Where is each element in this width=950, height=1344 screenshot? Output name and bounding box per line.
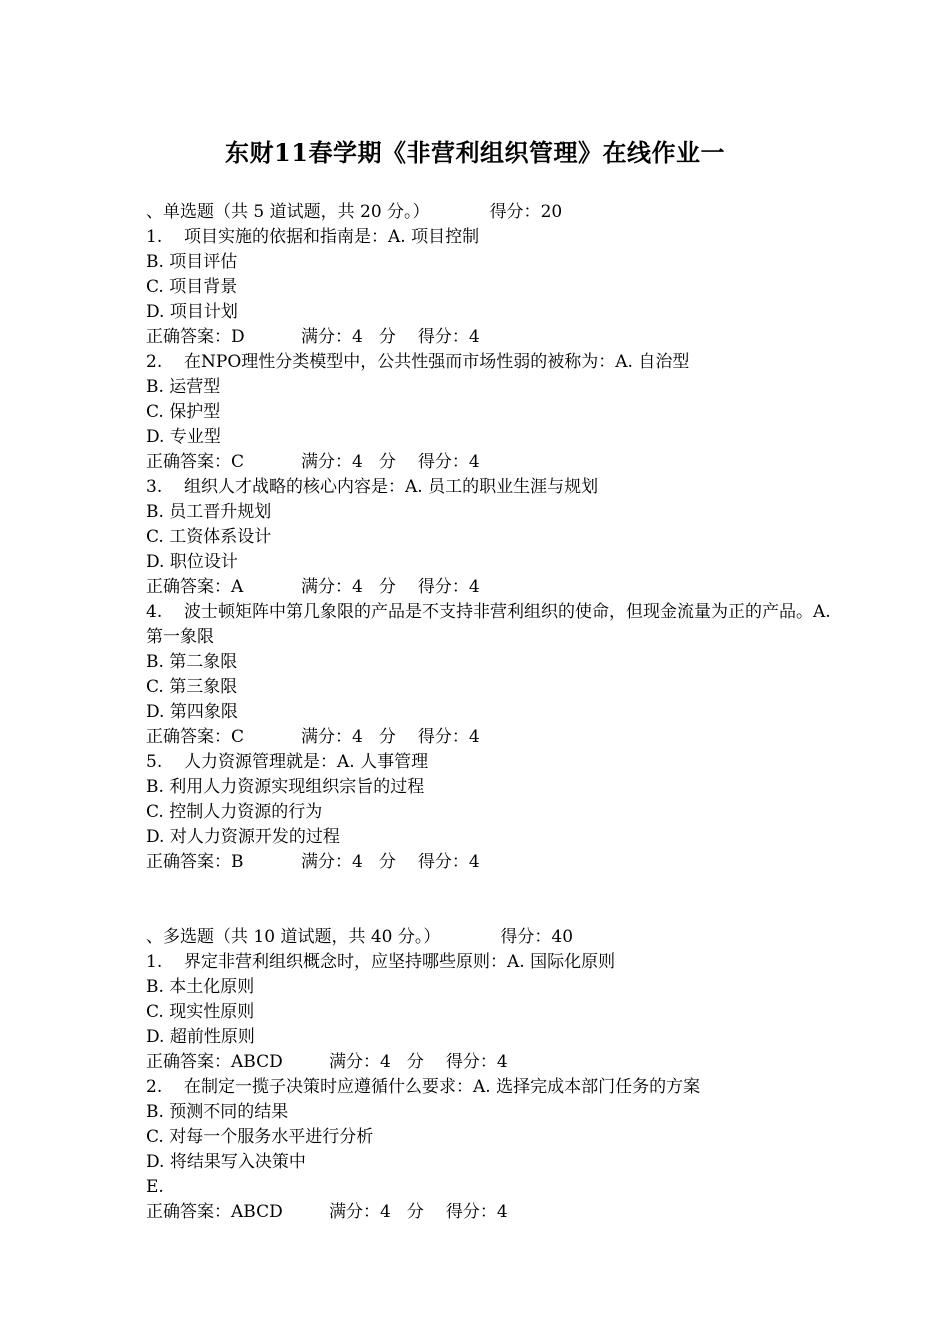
option-c: C. 对每一个服务水平进行分析	[146, 1127, 374, 1147]
option-d: D. 职位设计	[146, 552, 238, 572]
option-c: C. 现实性原则	[146, 1002, 255, 1022]
section-header-text: 、单选题（共 5 道试题，共 20 分。）	[146, 202, 430, 222]
got-score-label: 得分：	[417, 727, 469, 747]
section-score: 40	[551, 927, 574, 947]
question-text: 项目实施的依据和指南是：	[184, 227, 388, 247]
correct-answer-label: 正确答案：	[146, 1052, 231, 1072]
score-unit: 分	[378, 327, 396, 347]
full-score-label: 满分：	[301, 452, 352, 472]
option-d: D. 第四象限	[146, 702, 238, 722]
option-e: E.	[146, 1177, 164, 1197]
score-unit: 分	[378, 577, 396, 597]
question-stem	[146, 950, 836, 975]
correct-answer: B	[231, 852, 244, 872]
full-score: 4	[380, 1052, 391, 1072]
full-score-label: 满分：	[301, 327, 352, 347]
full-score: 4	[352, 727, 363, 747]
correct-answer-label: 正确答案：	[146, 852, 231, 872]
full-score: 4	[352, 577, 363, 597]
option-b: B. 运营型	[146, 377, 221, 397]
option-b: B. 项目评估	[146, 252, 238, 272]
full-score-label: 满分：	[301, 577, 352, 597]
option-c: C. 项目背景	[146, 277, 238, 297]
answer-line	[146, 575, 836, 600]
correct-answer: ABCD	[231, 1202, 283, 1222]
got-score: 4	[468, 852, 480, 872]
section-multiple-choice	[146, 925, 836, 1225]
full-score: 4	[352, 452, 363, 472]
question-stem	[146, 600, 836, 650]
answer-line	[146, 450, 836, 475]
correct-answer: D	[231, 327, 245, 347]
score-unit: 分	[406, 1202, 424, 1222]
question-number: 4.	[146, 602, 163, 622]
question-stem	[146, 350, 836, 375]
option-a: A. 员工的职业生涯与规划	[405, 477, 599, 497]
option-a: A. 第一象限	[146, 602, 831, 647]
question-text: 组织人才战略的核心内容是：	[184, 477, 405, 497]
full-score: 4	[352, 327, 363, 347]
got-score-label: 得分：	[445, 1202, 497, 1222]
answer-line	[146, 850, 836, 875]
option-b: B. 员工晋升规划	[146, 502, 272, 522]
got-score-label: 得分：	[445, 1052, 497, 1072]
section-score-label: 得分：	[489, 202, 541, 222]
option-b: B. 本土化原则	[146, 977, 255, 997]
question-number: 2.	[146, 1077, 163, 1097]
correct-answer-label: 正确答案：	[146, 452, 231, 472]
got-score-label: 得分：	[417, 327, 469, 347]
got-score: 4	[468, 452, 480, 472]
got-score-label: 得分：	[417, 577, 469, 597]
question-text: 在制定一揽子决策时应遵循什么要求：	[184, 1077, 473, 1097]
option-c: C. 控制人力资源的行为	[146, 802, 323, 822]
full-score: 4	[352, 852, 363, 872]
option-c: C. 第三象限	[146, 677, 238, 697]
option-c: C. 工资体系设计	[146, 527, 272, 547]
question-text: 在NPO理性分类模型中，公共性强而市场性弱的被称为：	[184, 352, 616, 372]
question-text: 人力资源管理就是：	[184, 752, 337, 772]
section-single-choice	[146, 200, 836, 875]
correct-answer-label: 正确答案：	[146, 577, 231, 597]
full-score-label: 满分：	[301, 852, 352, 872]
option-b: B. 预测不同的结果	[146, 1102, 289, 1122]
question-stem	[146, 225, 836, 250]
got-score: 4	[496, 1052, 508, 1072]
question-stem	[146, 1075, 836, 1100]
option-a: A. 项目控制	[388, 227, 480, 247]
option-d: D. 将结果写入决策中	[146, 1152, 306, 1172]
answer-line	[146, 725, 836, 750]
question-number: 1.	[146, 227, 163, 247]
section-header	[146, 925, 836, 950]
correct-answer: ABCD	[231, 1052, 283, 1072]
correct-answer: C	[231, 727, 245, 747]
correct-answer: A	[231, 577, 244, 597]
option-d: D. 项目计划	[146, 302, 238, 322]
option-d: D. 对人力资源开发的过程	[146, 827, 340, 847]
got-score-label: 得分：	[417, 852, 469, 872]
full-score-label: 满分：	[329, 1202, 380, 1222]
question-number: 3.	[146, 477, 163, 497]
option-d: D. 专业型	[146, 427, 221, 447]
score-unit: 分	[378, 452, 396, 472]
got-score: 4	[468, 577, 480, 597]
section-score-label: 得分：	[500, 927, 552, 947]
document-title: 东财11春学期《非营利组织管理》在线作业一	[225, 138, 725, 167]
option-a: A. 国际化原则	[507, 952, 616, 972]
question-number: 1.	[146, 952, 163, 972]
document-body	[146, 200, 836, 1225]
score-unit: 分	[406, 1052, 424, 1072]
question-text: 波士顿矩阵中第几象限的产品是不支持非营利组织的使命，但现金流量为正的产品。	[184, 602, 813, 622]
option-a: A. 人事管理	[337, 752, 429, 772]
question-stem	[146, 475, 836, 500]
full-score: 4	[380, 1202, 391, 1222]
question-stem	[146, 750, 836, 775]
correct-answer-label: 正确答案：	[146, 1202, 231, 1222]
option-c: C. 保护型	[146, 402, 221, 422]
full-score-label: 满分：	[329, 1052, 380, 1072]
got-score: 4	[468, 727, 480, 747]
answer-line	[146, 1050, 836, 1075]
option-d: D. 超前性原则	[146, 1027, 255, 1047]
option-b: B. 利用人力资源实现组织宗旨的过程	[146, 777, 425, 797]
correct-answer-label: 正确答案：	[146, 727, 231, 747]
full-score-label: 满分：	[301, 727, 352, 747]
option-a: A. 自治型	[615, 352, 690, 372]
got-score-label: 得分：	[417, 452, 469, 472]
score-unit: 分	[378, 852, 396, 872]
got-score: 4	[496, 1202, 508, 1222]
question-text: 界定非营利组织概念时，应坚持哪些原则：	[184, 952, 507, 972]
section-header	[146, 200, 836, 225]
correct-answer: C	[231, 452, 245, 472]
option-a: A. 选择完成本部门任务的方案	[473, 1077, 701, 1097]
got-score: 4	[468, 327, 480, 347]
section-score: 20	[540, 202, 563, 222]
option-b: B. 第二象限	[146, 652, 238, 672]
question-number: 2.	[146, 352, 163, 372]
correct-answer-label: 正确答案：	[146, 327, 231, 347]
section-header-text: 、多选题（共 10 道试题，共 40 分。）	[146, 927, 441, 947]
answer-line	[146, 1200, 836, 1225]
score-unit: 分	[378, 727, 396, 747]
answer-line	[146, 325, 836, 350]
question-number: 5.	[146, 752, 163, 772]
